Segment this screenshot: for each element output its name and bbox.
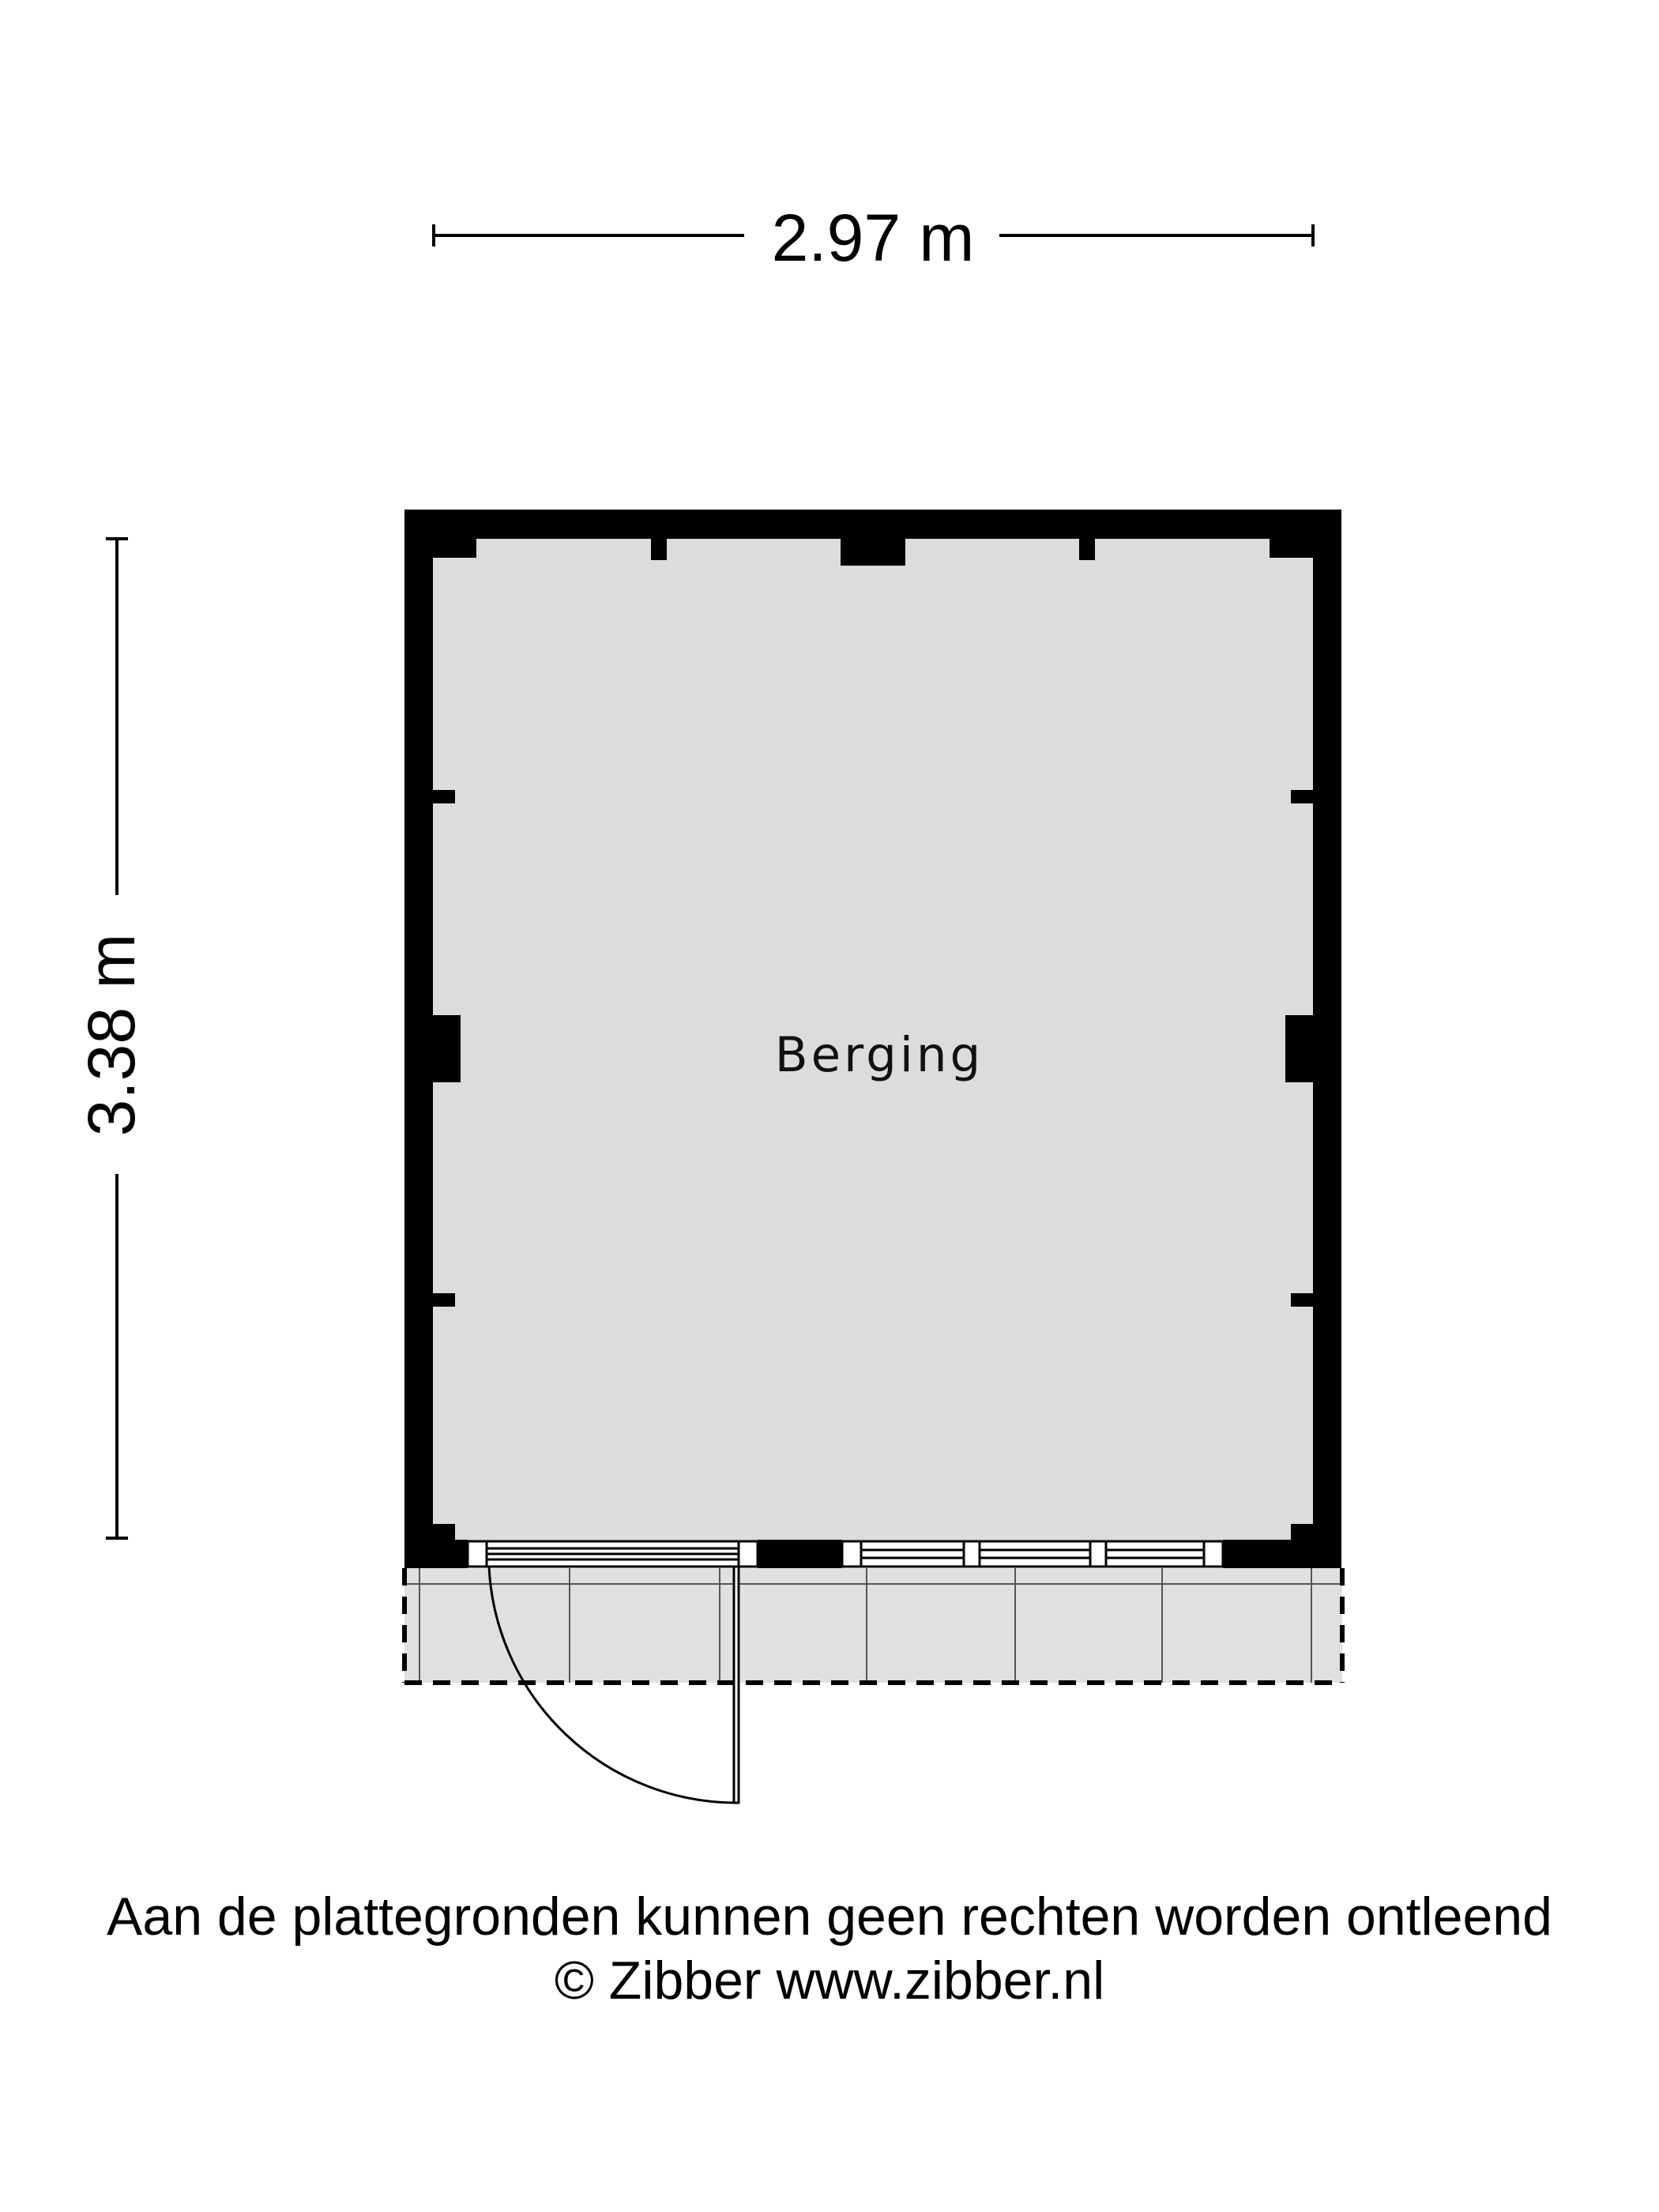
wall-left	[404, 510, 433, 1568]
disclaimer-text: Aan de plattegronden kunnen geen rechten worden ontleend	[107, 1887, 1552, 1947]
wall-top-2	[545, 510, 1341, 539]
width-dimension	[434, 201, 1313, 275]
wall-bottom-middle	[758, 1540, 842, 1568]
post-top-2	[1079, 539, 1095, 560]
height-dimension	[74, 539, 149, 1538]
room-label-berging: Berging	[774, 1027, 984, 1083]
post-top-left-corner	[433, 539, 476, 558]
post-left-2	[433, 1293, 455, 1307]
post-left-1	[433, 790, 455, 803]
copyright-text: © Zibber www.zibber.nl	[554, 1951, 1105, 2011]
post-left-center	[433, 1015, 461, 1082]
wall-right	[1313, 510, 1341, 1568]
post-top-right-corner	[1270, 539, 1313, 558]
wall-bottom-right	[1223, 1540, 1341, 1568]
post-right-1	[1291, 790, 1313, 803]
post-top-1	[651, 539, 667, 560]
post-top-center	[841, 539, 905, 566]
terrace-area	[404, 1568, 1342, 1683]
post-left-bottom	[433, 1524, 455, 1540]
terrace	[404, 1568, 1342, 1683]
wall-bottom-left	[404, 1540, 468, 1568]
post-right-bottom	[1291, 1524, 1313, 1540]
width-dimension-label: 2.97 m	[771, 201, 975, 275]
post-right-center	[1285, 1015, 1313, 1082]
height-dimension-label: 3.38 m	[74, 933, 149, 1137]
door-frame	[468, 1541, 758, 1567]
window	[842, 1541, 1223, 1567]
door-leaf	[734, 1567, 739, 1803]
post-right-2	[1291, 1293, 1313, 1307]
